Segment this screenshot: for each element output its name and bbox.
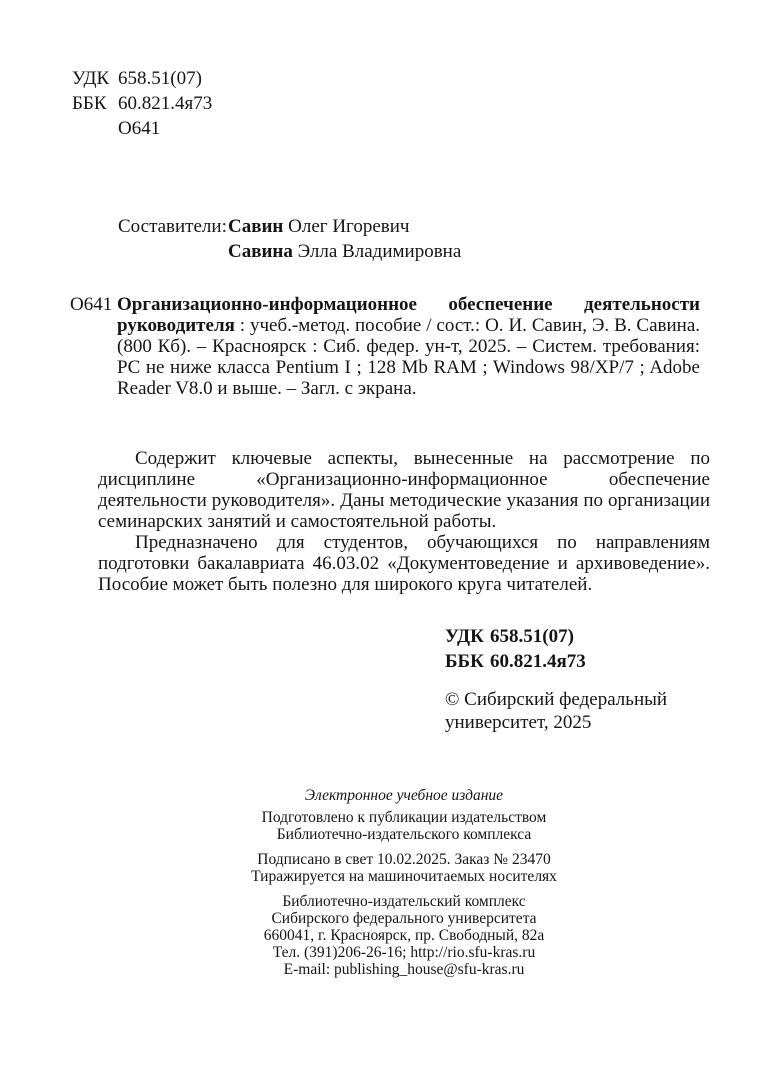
compiler-name-2 (228, 241, 461, 262)
copyright-line-1: © Сибирский федеральный (445, 689, 668, 710)
bibliographic-entry (70, 294, 700, 399)
copyright-block (445, 688, 667, 734)
bib-entry-code: О641 (70, 294, 113, 315)
bbk-top-value: 60.821.4я73 (118, 93, 213, 114)
classification-bottom (445, 624, 586, 674)
publisher-phone-url-line: Тел. (391)206-26-16; http://rio.sfu-kras.ru (272, 944, 536, 961)
bbk-bottom-value: 60.821.4я73 (490, 651, 586, 672)
release-group (98, 851, 710, 885)
udk-top-label: УДК (72, 68, 110, 89)
publisher-name-line: Библиотечно-издательский комплекс (282, 893, 526, 910)
compilers-label: Составители: (118, 216, 227, 237)
abstract-paragraph-2: Предназначено для студентов, обучающихся по направлениям подготовки бакалавриата 46.03.02 «Документоведение и архивоведение». Пособие может быть полезно для широкого круга читателей. (98, 532, 710, 595)
release-line-1: Подписано в свет 10.02.2025. Заказ № 23470 (257, 851, 551, 868)
bbk-top-label: ББК (72, 93, 107, 114)
compiler-name-1 (228, 216, 410, 237)
abstract-block (98, 448, 710, 595)
publisher-group (98, 893, 710, 978)
prepared-line-2: Библиотечно-издательского комплекса (276, 826, 532, 843)
compiler-1-given: Олег Игоревич (288, 216, 410, 237)
spacer (72, 116, 118, 141)
classification-top (72, 66, 212, 141)
udk-top-value: 658.51(07) (118, 68, 202, 89)
compiler-2-surname: Савина (228, 241, 293, 262)
author-sign: О641 (118, 118, 161, 139)
compilers-names (228, 214, 461, 264)
compiler-2-given: Элла Владимировна (297, 241, 462, 262)
publisher-address-line: 660041, г. Красноярск, пр. Свободный, 82а (263, 927, 545, 944)
compilers-block (118, 214, 461, 264)
bbk-bottom-label: ББК (445, 651, 484, 672)
abstract-paragraph-1: Содержит ключевые аспекты, вынесенные на рассмотрение по дисциплине «Организационно-информационное обеспечение деятельности руководителя». Даны методические указания по организации семинарских занятий и самостоятельной работы. (98, 448, 710, 532)
release-line-2: Тиражируется на машиночитаемых носителях (251, 868, 557, 885)
bib-entry-text (70, 294, 700, 399)
prepared-by-group (98, 809, 710, 843)
prepared-line-1: Подготовлено к публикации издательством (261, 809, 547, 826)
udk-bottom-label: УДК (445, 626, 484, 647)
publisher-university-line: Сибирского федерального университета (271, 910, 537, 927)
imprint-block (98, 787, 710, 986)
bib-entry-description: : учеб.-метод. пособие / сост.: О. И. Савин, Э. В. Савина. (800 Кб). – Красноярск : Сиб. федер. ун-т, 2025. – Систем. требования: PC не ниже класса Pentium I ; 128 Mb RAM ; Windows 98/XP/7 ; Adobe Reader V8.0 и выше. – Загл. с экрана. (117, 315, 700, 399)
compiler-1-surname: Савин (228, 216, 284, 237)
bib-entry-title: Организационно-информационное обеспечение деятельности руководителя (117, 294, 700, 336)
publisher-email-line: E-mail: publishing_house@sfu-kras.ru (283, 961, 525, 978)
edition-type: Электронное учебное издание (304, 787, 504, 804)
udk-bottom-value: 658.51(07) (490, 626, 574, 647)
copyright-line-2: университет, 2025 (445, 712, 592, 733)
